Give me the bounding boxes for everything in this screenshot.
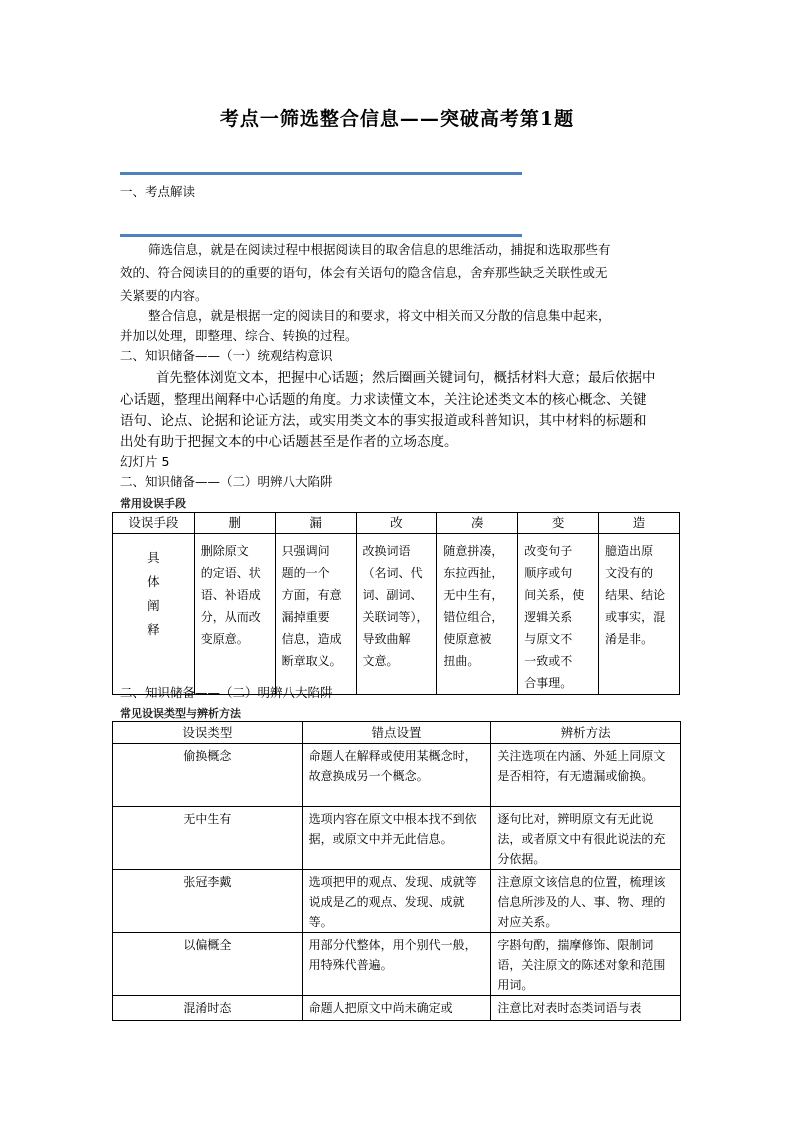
table-header-cell: 造 — [599, 513, 680, 534]
method-cell: 关注选项在内涵、外延上同原文是否相符，有无遗漏或偷换。 — [491, 744, 681, 807]
table-header-row — [113, 513, 680, 534]
method-cell: 注意原文该信息的位置，梳理该信息所涉及的人、事、物、理的对应关系。 — [491, 870, 681, 933]
table-header-cell: 凑 — [437, 513, 518, 534]
table-header-cell: 辨析方法 — [491, 722, 681, 744]
slide-label: 幻灯片 5 — [120, 454, 170, 469]
table-row — [113, 534, 680, 695]
paragraph-line: 关紧要的内容。 — [120, 288, 208, 303]
table-row — [113, 996, 681, 1021]
error-cell: 命题人把原文中尚未确定或 — [302, 996, 491, 1021]
section-heading-traps: 二、知识储备——（二）明辨八大陷阱 — [120, 474, 333, 489]
table2-caption: 常见设误类型与辨析方法 — [120, 707, 241, 720]
table-cell: 只强调问 题的一个 方面，有意 漏掉重要 信息，造成 断章取义。 — [275, 534, 356, 695]
divider-top — [120, 172, 522, 175]
error-cell: 选项内容在原文中根本找不到依据，或原文中并无此信息。 — [302, 807, 491, 870]
table-cell: 臆造出原 文没有的 结果、结论 或事实，混 淆是非。 — [599, 534, 680, 695]
table-cell: 改变句子 顺序或句 间关系，使 逻辑关系 与原文不 一致或不 合事理。 — [518, 534, 599, 695]
type-cell: 无中生有 — [113, 807, 303, 870]
type-cell: 混淆时态 — [113, 996, 303, 1021]
row-label-cell: 具 体 阐 释 — [113, 534, 195, 695]
table-row — [113, 807, 681, 870]
paragraph-line: 效的、符合阅读目的的重要的语句，体会有关语句的隐含信息，舍弃那些缺乏关联性或无 — [120, 265, 608, 280]
method-cell: 字斟句酌，揣摩修饰、限制词语，关注原文的陈述对象和范围用词。 — [491, 933, 681, 996]
table-header-row — [113, 722, 681, 744]
divider-bottom — [120, 234, 522, 237]
table-row — [113, 933, 681, 996]
table-row — [113, 744, 681, 807]
error-methods-table — [112, 512, 680, 695]
section-heading-interpretation: 一、考点解读 — [120, 184, 196, 199]
table-row — [113, 870, 681, 933]
section-heading-structure: 二、知识储备——（一）统观结构意识 — [120, 348, 333, 363]
section-heading-traps-2: 二、知识储备——（二）明辨八大陷阱 — [120, 685, 333, 700]
structure-line: 心话题，整理出阐释中心话题的角度。力求读懂文本，关注论述类文本的核心概念、关键 — [120, 392, 647, 408]
table-cell: 随意拼凑， 东拉西扯， 无中生有， 错位组合， 使原意被 扭曲。 — [437, 534, 518, 695]
method-cell: 注意比对表时态类词语与表 — [491, 996, 681, 1021]
type-cell: 张冠李戴 — [113, 870, 303, 933]
table-header-cell: 设误类型 — [113, 722, 303, 744]
page-title: 考点一筛选整合信息——突破高考第1题 — [219, 108, 575, 130]
table-header-cell: 设误手段 — [113, 513, 195, 534]
table-header-cell: 改 — [356, 513, 437, 534]
structure-line: 出处有助于把握文本的中心话题甚至是作者的立场态度。 — [120, 434, 458, 450]
table-cell: 删除原文 的定语、状 语、补语成 分，从而改 变原意。 — [194, 534, 275, 695]
structure-line: 语句、论点、论据和论证方法，或实用类文本的事实报道或科普知识，其中材料的标题和 — [120, 413, 647, 429]
error-types-table — [112, 721, 681, 1021]
paragraph-line: 整合信息，就是根据一定的阅读目的和要求，将文中相关而又分散的信息集中起来， — [148, 308, 611, 323]
paragraph-line: 并加以处理，即整理、综合、转换的过程。 — [120, 328, 358, 343]
error-cell: 命题人在解释或使用某概念时，故意换成另一个概念。 — [302, 744, 491, 807]
table-header-cell: 漏 — [275, 513, 356, 534]
error-cell: 用部分代整体，用个别代一般，用特殊代普遍。 — [302, 933, 491, 996]
structure-line: 首先整体浏览文本，把握中心话题；然后圈画关键词句，概括材料大意；最后依据中 — [156, 370, 656, 386]
method-cell: 逐句比对，辨明原文有无此说法，或者原文中有很此说法的充分依据。 — [491, 807, 681, 870]
paragraph-line: 筛选信息，就是在阅读过程中根据阅读目的取舍信息的思维活动，捕捉和选取那些有 — [148, 242, 611, 257]
table-header-cell: 变 — [518, 513, 599, 534]
table-header-cell: 错点设置 — [302, 722, 491, 744]
table-header-cell: 删 — [194, 513, 275, 534]
table-cell: 改换词语 （名词、代 词、副词、 关联词等）， 导致曲解 文意。 — [356, 534, 437, 695]
type-cell: 以偏概全 — [113, 933, 303, 996]
type-cell: 偷换概念 — [113, 744, 303, 807]
error-cell: 选项把甲的观点、发现、成就等说成是乙的观点、发现、成就等。 — [302, 870, 491, 933]
table1-caption: 常用设误手段 — [120, 497, 186, 510]
